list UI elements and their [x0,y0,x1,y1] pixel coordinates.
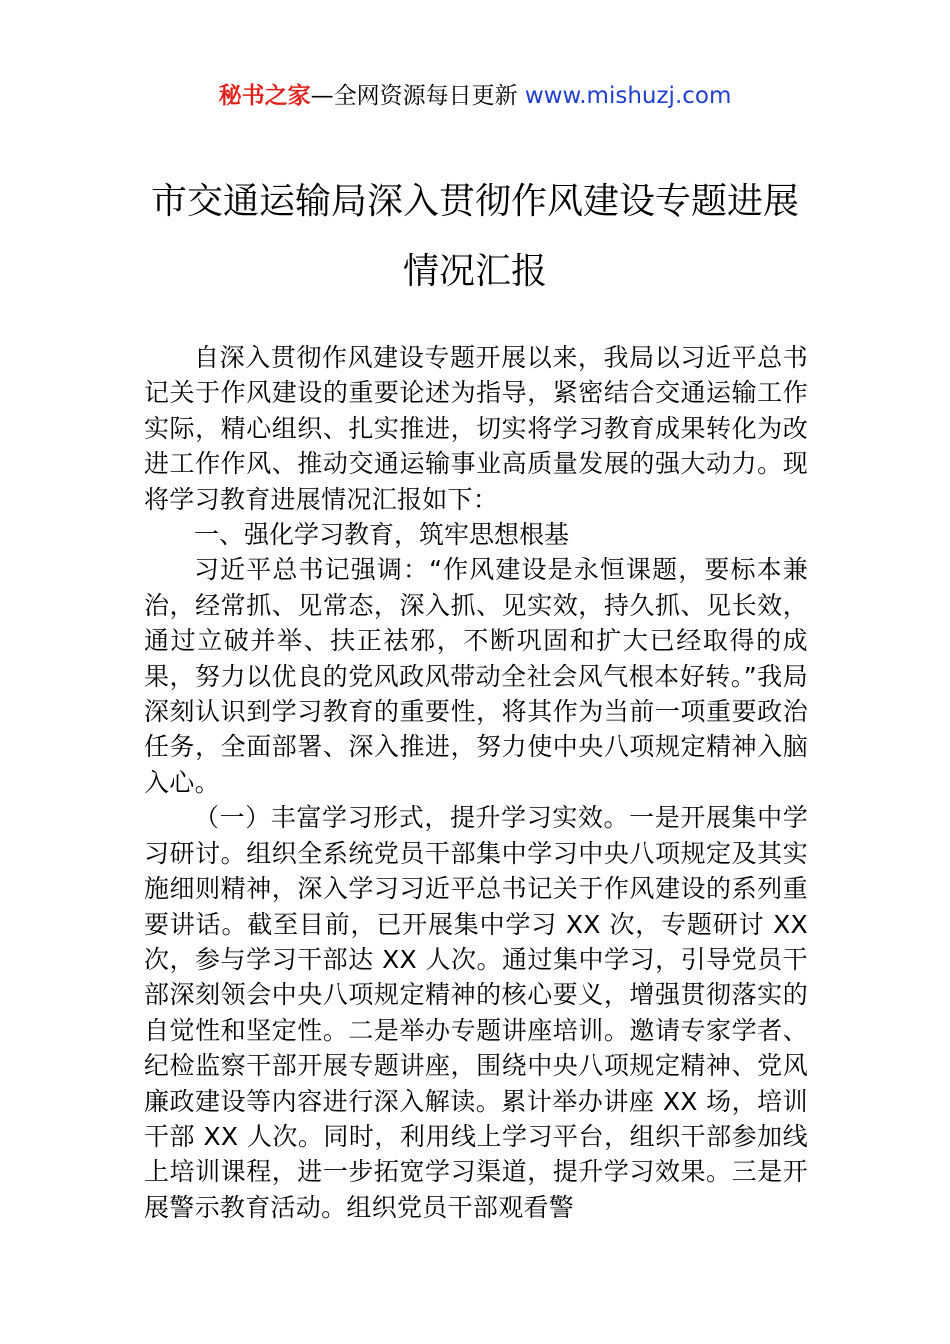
intro-paragraph: 自深入贯彻作风建设专题开展以来，我局以习近平总书记关于作风建设的重要论述为指导，紧密结合交通运输工作实际，精心组织、扎实推进，切实将学习教育成果转化为改进工作作风、推动交通运输事业高质量发展的强大动力。现将学习教育进展情况汇报如下： [144,343,808,514]
document-title-line-2: 情况汇报 [402,251,547,292]
section-heading: 一、强化学习教育，筑牢思想根基 [194,520,570,550]
site-url-link[interactable]: www.mishuzj.com [524,83,732,109]
header-tagline: —全网资源每日更新 [310,83,518,109]
document-body [144,340,808,1225]
document-title-line-1: 市交通运输局深入贯彻作风建设专题进展 [150,181,799,222]
section-paragraph: 习近平总书记强调：“作风建设是永恒课题，要标本兼治，经常抓、见常态，深入抓、见实效，持久抓、见长效，通过立破并举、扶正祛邪，不断巩固和扩大已经取得的成果，努力以优良的党风政风带动全社会风气根本好转。”我局深刻认识到学习教育的重要性，将其作为当前一项重要政治任务，全面部署、深入推进，努力使中央八项规定精神入脑入心。 [144,555,808,797]
brand-name: 秘书之家 [218,83,311,109]
subsection-paragraph: （一）丰富学习形式，提升学习实效。一是开展集中学习研讨。组织全系统党员干部集中学习中央八项规定及其实施细则精神，深入学习习近平总书记关于作风建设的系列重要讲话。截至目前，已开展集中学习 XX 次，专题研讨 XX 次，参与学习干部达 XX 人次。通过集中学习，引导党员干部深刻领会中央八项规定精神的核心要义，增强贯彻落实的自觉性和坚定性。二是举办专题讲座培训。邀请专家学者、纪检监察干部开展专题讲座，围绕中央八项规定精神、党风廉政建设等内容进行深入解读。累计举办讲座 XX 场，培训干部 XX 人次。同时，利用线上学习平台，组织干部参加线上培训课程，进一步拓宽学习渠道，提升学习效果。三是开展警示教育活动。组织党员干部观看警 [144,803,808,1222]
site-header [0,80,950,112]
